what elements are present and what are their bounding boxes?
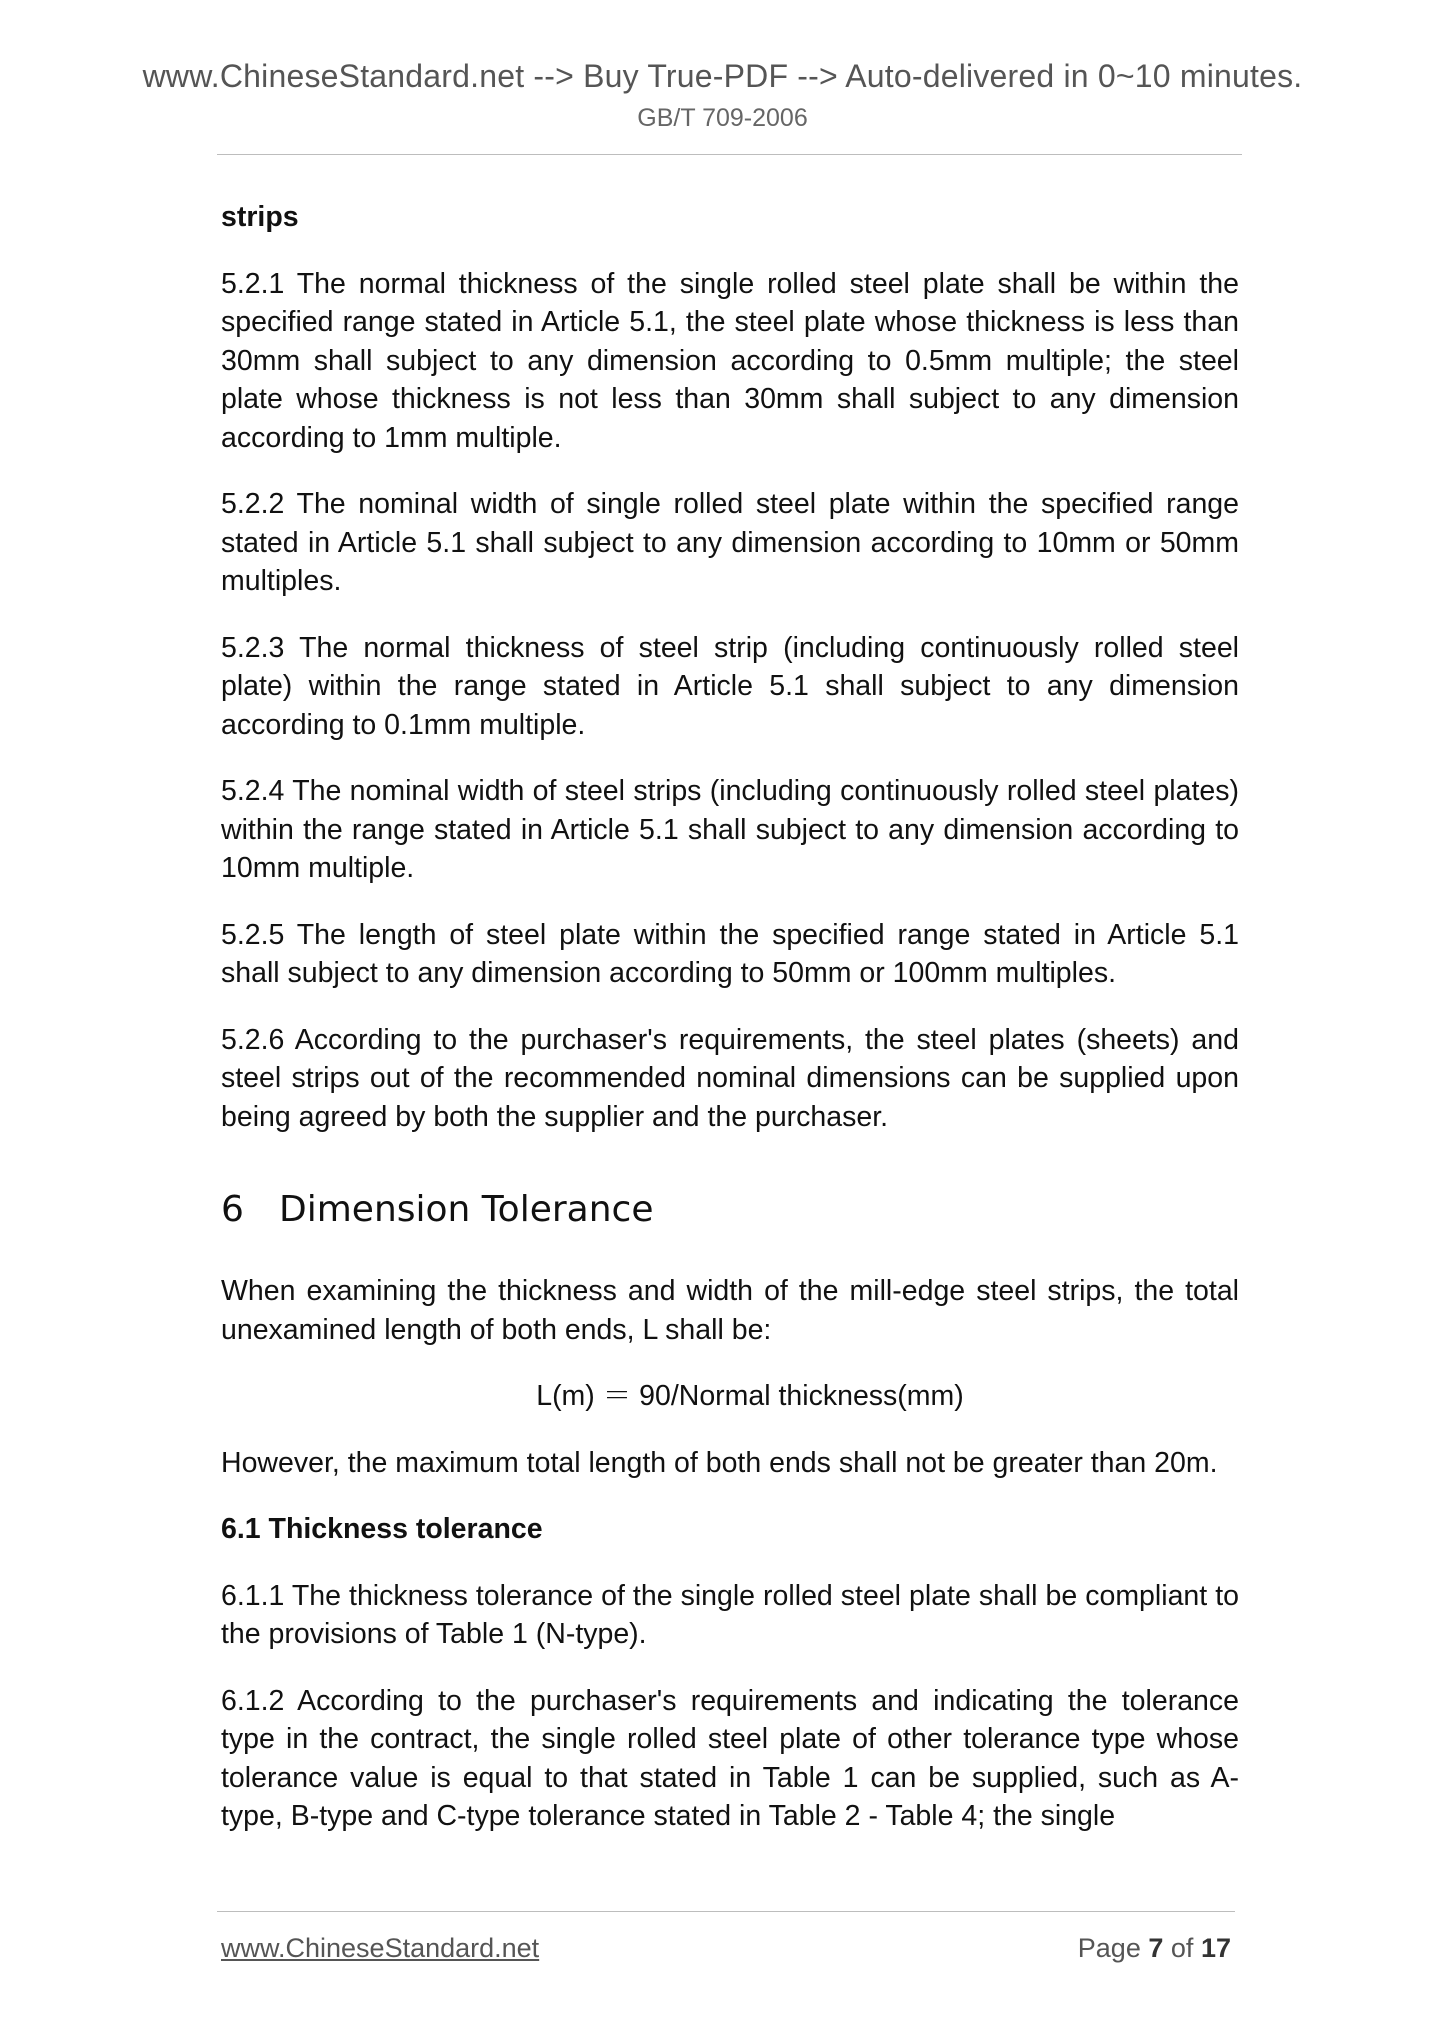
clause-5-2-3: 5.2.3 The normal thickness of steel strip (including continuously rolled steel plate) within the range stated in Article 5.1 shall subject to any dimension according to 0.1mm multiple. xyxy=(221,631,1239,741)
length-formula: L(m) ＝ 90/Normal thickness(mm) xyxy=(536,1380,964,1412)
section-6-heading xyxy=(221,1188,1239,1232)
header-divider xyxy=(217,154,1242,155)
clause-6-1-1: 6.1.1 The thickness tolerance of the single rolled steel plate shall be compliant to the provisions of Table 1 (N-type). xyxy=(221,1579,1239,1650)
footer-site-link[interactable]: www.ChineseStandard.net xyxy=(221,1933,540,1963)
continued-heading: strips xyxy=(221,201,299,233)
document-body xyxy=(221,198,1239,1864)
footer-divider xyxy=(217,1911,1235,1912)
page-number xyxy=(1078,1933,1231,1964)
section-6-number: 6 xyxy=(221,1189,244,1230)
page-of-label: of xyxy=(1170,1933,1194,1963)
standard-code: GB/T 709-2006 xyxy=(637,104,808,132)
clause-5-2-1: 5.2.1 The normal thickness of the single rolled steel plate shall be within the specified range stated in Article 5.1, the steel plate whose thickness is less than 30mm shall subject to any dimension according to 0.5mm multiple; the steel plate whose thickness is not less than 30mm shall subject to any dimension according to 1mm multiple. xyxy=(221,267,1239,454)
section-6-max-length: However, the maximum total length of both ends shall not be greater than 20m. xyxy=(221,1446,1218,1479)
page-total: 17 xyxy=(1200,1933,1231,1963)
clause-5-2-2: 5.2.2 The nominal width of single rolled steel plate within the specified range stated in Article 5.1 shall subject to any dimension according to 10mm or 50mm multiples. xyxy=(221,488,1239,597)
clause-5-2-4: 5.2.4 The nominal width of steel strips (including continuously rolled steel plates) within the range stated in Article 5.1 shall subject to any dimension according to 10mm multiple. xyxy=(221,775,1239,884)
page-current: 7 xyxy=(1148,1933,1164,1963)
header-banner: www.ChineseStandard.net --> Buy True-PDF --> Auto-delivered in 0~10 minutes. xyxy=(142,58,1303,94)
section-6-intro: When examining the thickness and width of the mill-edge steel strips, the total unexamined length of both ends, L shall be: xyxy=(221,1275,1239,1346)
clause-5-2-6: 5.2.6 According to the purchaser's requirements, the steel plates (sheets) and steel strips out of the recommended nominal dimensions can be supplied upon being agreed by both the supplier and the purchaser. xyxy=(221,1023,1239,1133)
page-label: Page xyxy=(1077,1933,1141,1963)
clause-6-1-2: 6.1.2 According to the purchaser's requirements and indicating the tolerance type in the contract, the single rolled steel plate of other tolerance type whose tolerance value is equal to that stated in Table 1 can be supplied, such as A-type, B-type and C-type tolerance stated in Table 2 - Table 4; the single xyxy=(221,1684,1239,1832)
section-6-title: Dimension Tolerance xyxy=(279,1189,654,1230)
clause-5-2-5: 5.2.5 The length of steel plate within the specified range stated in Article 5.1 shall subject to any dimension according to 50mm or 100mm multiples. xyxy=(221,918,1239,989)
heading-6-1: 6.1 Thickness tolerance xyxy=(221,1513,543,1545)
